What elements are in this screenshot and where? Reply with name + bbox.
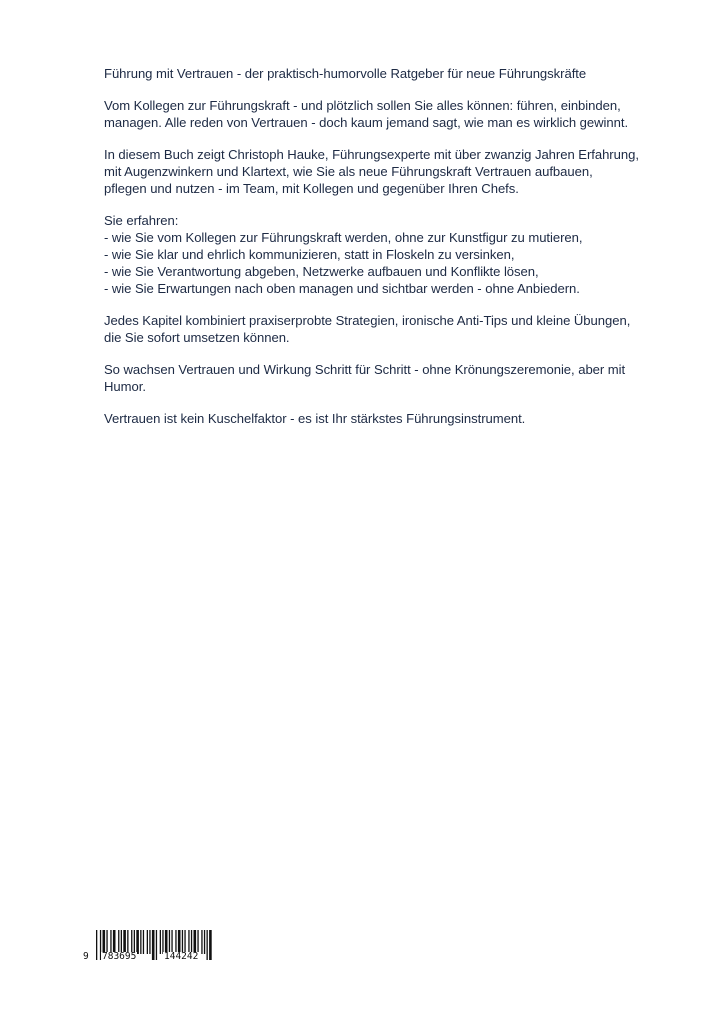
barcode-bar xyxy=(147,930,148,954)
barcode-bar xyxy=(140,930,141,954)
blurb-text xyxy=(104,65,644,442)
paragraph-closing xyxy=(104,410,644,427)
barcode-bar xyxy=(201,930,202,954)
barcode-bar xyxy=(204,930,205,954)
barcode-right-digits: 144242 xyxy=(164,951,199,962)
list-item: - wie Sie vom Kollegen zur Führungskraft werden, ohne zur Kunstfigur zu mutieren, xyxy=(104,230,583,245)
text-line: die Sie sofort umsetzen können. xyxy=(104,330,290,345)
barcode-bar xyxy=(160,930,161,954)
text-line: Jedes Kapitel kombiniert praxiserprobte Strategien, ironische Anti-Tips und kleine Übungen, xyxy=(104,313,631,328)
barcode-bar xyxy=(136,930,139,954)
barcode-bar xyxy=(152,930,155,960)
text-line: Vertrauen ist kein Kuschelfaktor - es ist Ihr stärkstes Führungsinstrument. xyxy=(104,411,526,426)
barcode-bar xyxy=(156,930,157,960)
text-line: managen. Alle reden von Vertrauen - doch kaum jemand sagt, wie man es wirklich gewinnt. xyxy=(104,115,629,130)
paragraph-author xyxy=(104,146,644,197)
list-item: - wie Sie Verantwortung abgeben, Netzwerke aufbauen und Konflikte lösen, xyxy=(104,264,539,279)
text-line: So wachsen Vertrauen und Wirkung Schritt für Schritt - ohne Krönungszeremonie, aber mit xyxy=(104,362,626,377)
barcode-bar xyxy=(209,930,212,960)
text-line: Humor. xyxy=(104,379,146,394)
text-line: mit Augenzwinkern und Klartext, wie Sie als neue Führungskraft Vertrauen aufbauen, xyxy=(104,164,593,179)
barcode-bar xyxy=(207,930,208,960)
barcode-left-digits: 783695 xyxy=(102,951,137,962)
title-line: Führung mit Vertrauen - der praktisch-humorvolle Ratgeber für neue Führungskräfte xyxy=(104,66,587,81)
list-heading: Sie erfahren: xyxy=(104,213,179,228)
list-item: - wie Sie klar und ehrlich kommunizieren, statt in Floskeln zu versinken, xyxy=(104,247,515,262)
barcode-bar xyxy=(96,930,97,960)
paragraph-growth xyxy=(104,361,644,395)
paragraph-chapters xyxy=(104,312,644,346)
barcode-bar xyxy=(143,930,144,954)
barcode-first-digit: 9 xyxy=(83,951,89,962)
book-title xyxy=(104,65,644,82)
text-line: pflegen und nutzen - im Team, mit Kollegen und gegenüber Ihren Chefs. xyxy=(104,181,519,196)
text-line: Vom Kollegen zur Führungskraft - und plötzlich sollen Sie alles können: führen, einbinden, xyxy=(104,98,621,113)
paragraph-list xyxy=(104,212,644,297)
list-item: - wie Sie Erwartungen nach oben managen und sichtbar werden - ohne Anbiedern. xyxy=(104,281,580,296)
text-line: In diesem Buch zeigt Christoph Hauke, Führungsexperte mit über zwanzig Jahren Erfahrung, xyxy=(104,147,639,162)
paragraph-intro xyxy=(104,97,644,131)
barcode-bar xyxy=(149,930,150,954)
isbn-barcode xyxy=(82,930,222,966)
